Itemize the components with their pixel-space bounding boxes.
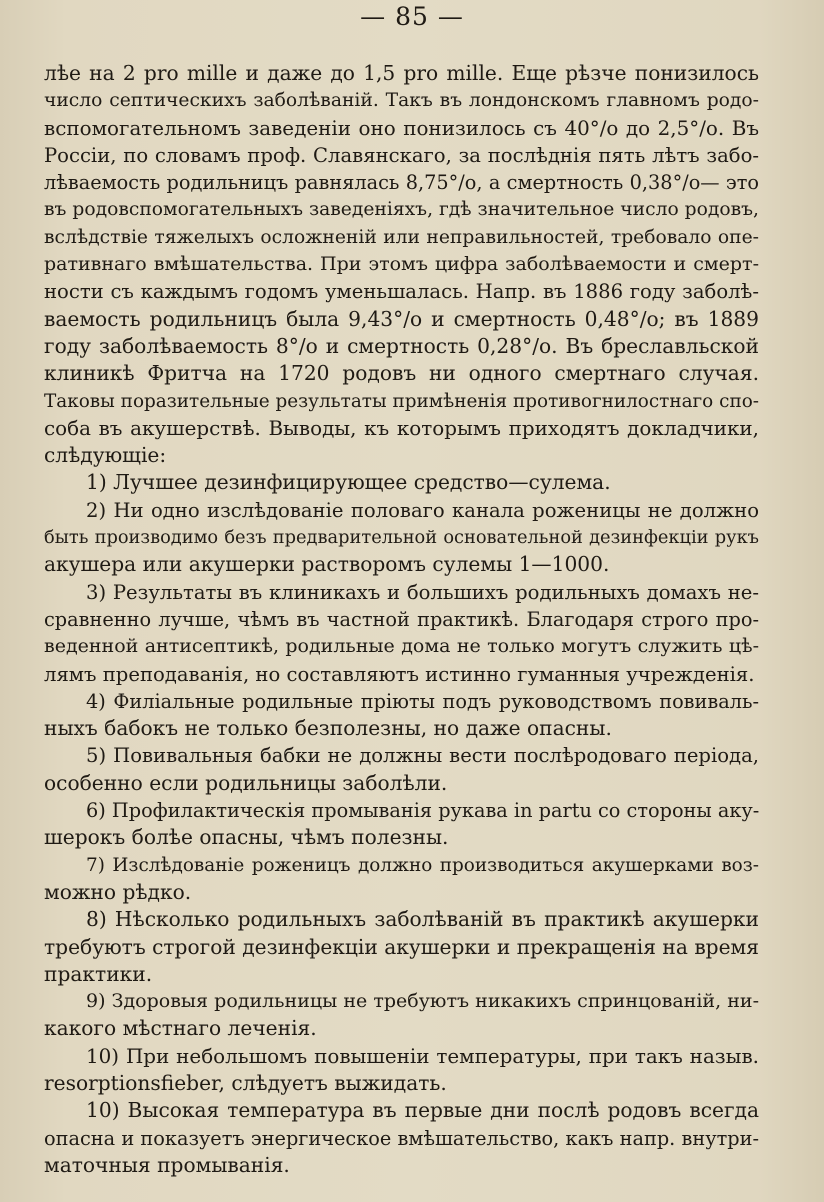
text-line: лѣе на 2 pro mille и даже до 1,5 pro mille. Еще рѣзче понизилось [44, 61, 759, 85]
text-line: акушера или акушерки растворомъ сулемы 1—1000. [44, 552, 610, 577]
text-line: клиникѣ Фритча на 1720 родовъ ни одного смертнаго случая. [44, 361, 759, 386]
text-line: требуютъ строгой дезинфекціи акушерки и прекращенія на время [44, 934, 759, 959]
conclusion-6: 6) Профилактическія промыванія рукава in partu со стороны аку- [86, 799, 760, 823]
text-line: соба въ акушерствѣ. Выводы, къ которымъ приходятъ докладчики, [44, 416, 759, 440]
text-line: веденной антисептикѣ, родильные дома не только могутъ служить цѣ- [44, 635, 759, 658]
text-line: лямъ преподаванія, но составляютъ истинно гуманныя учрежденія. [44, 662, 755, 686]
conclusion-10a: 10) При небольшомъ повышеніи температуры, при такъ назыв. [86, 1044, 759, 1068]
text-line: Таковы поразительные результаты примѣненія противогнилостнаго спо- [44, 390, 759, 412]
text-line: ности съ каждымъ годомъ уменьшалась. Напр. въ 1886 году заболѣ- [44, 280, 759, 304]
conclusion-10b: 10) Высокая температура въ первые дни послѣ родовъ всегда [86, 1098, 759, 1123]
conclusion-8: 8) Нѣсколько родильныхъ заболѣваній въ практикѣ акушерки [86, 907, 759, 932]
text-line: ративнаго вмѣшательства. При этомъ цифра заболѣваемости и смерт- [44, 253, 759, 276]
conclusion-2: 2) Ни одно изслѣдованіе половаго канала роженицы не должно [86, 498, 759, 522]
text-line: опасна и показуетъ энергическое вмѣшательство, какъ напр. внутри- [44, 1126, 759, 1150]
text-line: можно рѣдко. [44, 879, 192, 904]
text-line: въ родовспомогательныхъ заведеніяхъ, гдѣ значительное число родовъ, [44, 199, 759, 221]
body-text [44, 60, 759, 1179]
conclusion-4: 4) Филіальные родильные пріюты подъ руководствомъ повиваль- [86, 689, 759, 713]
text-line: resorptionsfieber, слѣдуетъ выжидать. [44, 1070, 447, 1095]
conclusion-9: 9) Здоровыя родильницы не требуютъ никакихъ спринцованій, ни- [86, 990, 759, 1013]
page-number: — 85 — [360, 2, 464, 31]
text-line: сравненно лучше, чѣмъ въ частной практикѣ. Благодаря строго про- [44, 607, 759, 631]
conclusion-1: 1) Лучшее дезинфицирующее средство—сулема. [86, 470, 611, 495]
text-line: шерокъ болѣе опасны, чѣмъ полезны. [44, 825, 449, 850]
text-line: вслѣдствіе тяжелыхъ осложненій или неправильностей, требовало опе- [44, 226, 759, 248]
text-line: лѣваемость родильницъ равнялась 8,75°/о, а смертность 0,38°/о— это [44, 171, 759, 195]
text-line: число септическихъ заболѣваній. Такъ въ лондонскомъ главномъ родо- [44, 90, 759, 112]
conclusion-5: 5) Повивальныя бабки не должны вести послѣродоваго періода, [86, 744, 759, 768]
conclusion-3: 3) Результаты въ клиникахъ и большихъ родильныхъ домахъ не- [86, 580, 759, 604]
text-line: году заболѣваемость 8°/о и смертность 0,28°/о. Въ бреславльской [44, 333, 759, 358]
text-line: быть производимо безъ предварительной основательной дезинфекціи рукъ [44, 527, 759, 549]
text-line: какого мѣстнаго леченія. [44, 1016, 317, 1041]
text-line: слѣдующіе: [44, 443, 167, 468]
text-line: особенно если родильницы заболѣли. [44, 770, 448, 795]
text-line: практики. [44, 961, 153, 986]
text-line: ныхъ бабокъ не только безполезны, но даже опасны. [44, 716, 612, 741]
text-line: вспомогательномъ заведеніи оно понизилось съ 40°/о до 2,5°/о. Въ [44, 116, 759, 140]
text-line: Россіи, по словамъ проф. Славянскаго, за послѣднія пять лѣтъ забо- [44, 143, 759, 167]
text-line: маточныя промыванія. [44, 1152, 290, 1177]
conclusion-7: 7) Изслѣдованіе роженицъ должно производиться акушерками воз- [86, 854, 759, 876]
text-line: ваемость родильницъ была 9,43°/о и смертность 0,48°/о; въ 1889 [44, 306, 759, 331]
